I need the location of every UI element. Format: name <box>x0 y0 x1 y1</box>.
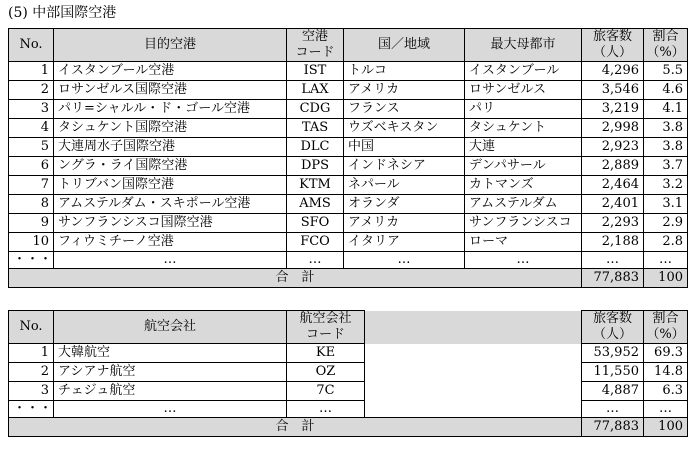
header-pax-line2: （人） <box>592 327 632 342</box>
airline-ellipsis-row <box>9 401 688 418</box>
row-country: アメリカ <box>344 81 465 100</box>
row-city: ローマ <box>465 233 582 252</box>
ellipsis-pax: … <box>582 252 644 269</box>
ellipsis-no: ・・・ <box>9 401 54 418</box>
table-row <box>9 157 688 176</box>
row-airport: ングラ・ライ国際空港 <box>54 157 287 176</box>
table-row <box>9 344 688 363</box>
row-no: 4 <box>9 119 54 138</box>
row-city: デンパサール <box>465 157 582 176</box>
header-gap <box>365 311 582 344</box>
table-row <box>9 81 688 100</box>
row-airport-code: IST <box>287 62 344 81</box>
row-airport: タシュケント国際空港 <box>54 119 287 138</box>
row-share: 3.2 <box>644 176 688 195</box>
row-share: 3.1 <box>644 195 688 214</box>
gap-cell <box>365 382 582 401</box>
row-share: 6.3 <box>644 382 688 401</box>
total-label: 合 計 <box>9 269 582 288</box>
row-share: 2.9 <box>644 214 688 233</box>
table-row <box>9 138 688 157</box>
gap-cell <box>365 401 582 418</box>
header-share-line1: 割合 <box>652 29 679 44</box>
row-no: 3 <box>9 100 54 119</box>
row-no: 2 <box>9 363 54 382</box>
row-country: トルコ <box>344 62 465 81</box>
header-code-line2: コード <box>305 327 345 342</box>
row-airport: アムステルダム・スキポール空港 <box>54 195 287 214</box>
table-row <box>9 382 688 401</box>
header-code-line1: 航空会社 <box>299 311 352 326</box>
header-passengers <box>582 311 644 344</box>
airline-header-row <box>9 311 688 344</box>
row-airport: トリブバン国際空港 <box>54 176 287 195</box>
ellipsis-share: … <box>644 401 688 418</box>
header-airport: 目的空港 <box>54 29 287 62</box>
destination-table <box>8 28 688 288</box>
row-airport-code: TAS <box>287 119 344 138</box>
header-share <box>644 311 688 344</box>
row-passengers: 2,293 <box>582 214 644 233</box>
row-city: イスタンブール <box>465 62 582 81</box>
row-passengers: 2,188 <box>582 233 644 252</box>
total-share: 100 <box>644 269 688 288</box>
gap-cell <box>365 363 582 382</box>
row-share: 4.6 <box>644 81 688 100</box>
table-row <box>9 176 688 195</box>
row-share: 3.8 <box>644 138 688 157</box>
row-share: 3.7 <box>644 157 688 176</box>
row-airport-code: DLC <box>287 138 344 157</box>
row-airport: ロサンゼルス国際空港 <box>54 81 287 100</box>
row-no: 7 <box>9 176 54 195</box>
row-airline-code: 7C <box>287 382 365 401</box>
ellipsis-pax: … <box>582 401 644 418</box>
header-share <box>644 29 688 62</box>
destination-total-row <box>9 269 688 288</box>
row-city: サンフランシスコ <box>465 214 582 233</box>
row-airport: 大連周水子国際空港 <box>54 138 287 157</box>
row-airline: 大韓航空 <box>54 344 287 363</box>
row-airport-code: FCO <box>287 233 344 252</box>
header-airport-code <box>287 29 344 62</box>
row-no: 5 <box>9 138 54 157</box>
total-label: 合 計 <box>9 418 582 437</box>
ellipsis-code: … <box>287 252 344 269</box>
total-passengers: 77,883 <box>582 269 644 288</box>
row-city: ロサンゼルス <box>465 81 582 100</box>
airline-total-row <box>9 418 688 437</box>
table-row <box>9 119 688 138</box>
airline-table <box>8 310 688 437</box>
row-airline: アシアナ航空 <box>54 363 287 382</box>
header-passengers <box>582 29 644 62</box>
row-passengers: 2,998 <box>582 119 644 138</box>
header-code-line2: コード <box>295 45 335 60</box>
row-country: アメリカ <box>344 214 465 233</box>
row-passengers: 4,887 <box>582 382 644 401</box>
ellipsis-city: … <box>465 252 582 269</box>
row-passengers: 4,296 <box>582 62 644 81</box>
row-airline-code: OZ <box>287 363 365 382</box>
row-airport-code: AMS <box>287 195 344 214</box>
row-city: パリ <box>465 100 582 119</box>
ellipsis-code: … <box>287 401 365 418</box>
row-airport-code: LAX <box>287 81 344 100</box>
row-share: 69.3 <box>644 344 688 363</box>
row-airline-code: KE <box>287 344 365 363</box>
row-no: 1 <box>9 344 54 363</box>
row-passengers: 2,401 <box>582 195 644 214</box>
row-no: 2 <box>9 81 54 100</box>
row-country: ウズベキスタン <box>344 119 465 138</box>
row-no: 1 <box>9 62 54 81</box>
row-airport: パリ=シャルル・ド・ゴール空港 <box>54 100 287 119</box>
row-share: 2.8 <box>644 233 688 252</box>
header-share-line2: （%） <box>646 45 685 60</box>
row-share: 4.1 <box>644 100 688 119</box>
row-no: 9 <box>9 214 54 233</box>
table-row <box>9 214 688 233</box>
row-airport: フィウミチーノ空港 <box>54 233 287 252</box>
row-airport: イスタンブール空港 <box>54 62 287 81</box>
row-airport-code: DPS <box>287 157 344 176</box>
row-city: 大連 <box>465 138 582 157</box>
row-city: カトマンズ <box>465 176 582 195</box>
ellipsis-airport: … <box>54 252 287 269</box>
row-city: タシュケント <box>465 119 582 138</box>
row-city: アムステルダム <box>465 195 582 214</box>
row-passengers: 3,219 <box>582 100 644 119</box>
table-row <box>9 363 688 382</box>
total-share: 100 <box>644 418 688 437</box>
row-no: 6 <box>9 157 54 176</box>
ellipsis-airline: … <box>54 401 287 418</box>
header-pax-line1: 旅客数 <box>592 29 632 44</box>
row-passengers: 53,952 <box>582 344 644 363</box>
header-airline: 航空会社 <box>54 311 287 344</box>
row-country: インドネシア <box>344 157 465 176</box>
header-no: No. <box>9 311 54 344</box>
row-passengers: 11,550 <box>582 363 644 382</box>
row-airport-code: CDG <box>287 100 344 119</box>
header-pax-line1: 旅客数 <box>592 311 632 326</box>
ellipsis-country: … <box>344 252 465 269</box>
page-title: (5) 中部国際空港 <box>8 5 117 21</box>
row-country: ネパール <box>344 176 465 195</box>
header-share-line1: 割合 <box>652 311 679 326</box>
ellipsis-no: ・・・ <box>9 252 54 269</box>
header-country: 国／地域 <box>344 29 465 62</box>
row-airport: サンフランシスコ国際空港 <box>54 214 287 233</box>
header-share-line2: （%） <box>646 327 685 342</box>
ellipsis-share: … <box>644 252 688 269</box>
row-passengers: 2,923 <box>582 138 644 157</box>
row-share: 5.5 <box>644 62 688 81</box>
total-passengers: 77,883 <box>582 418 644 437</box>
row-airport-code: KTM <box>287 176 344 195</box>
row-no: 8 <box>9 195 54 214</box>
row-country: フランス <box>344 100 465 119</box>
row-share: 3.8 <box>644 119 688 138</box>
row-country: オランダ <box>344 195 465 214</box>
header-code-line1: 空港 <box>301 29 328 44</box>
row-no: 10 <box>9 233 54 252</box>
row-airline: チェジュ航空 <box>54 382 287 401</box>
airline-rows <box>9 344 688 401</box>
row-passengers: 2,889 <box>582 157 644 176</box>
header-city: 最大母都市 <box>465 29 582 62</box>
gap-cell <box>365 344 582 363</box>
row-share: 14.8 <box>644 363 688 382</box>
header-no: No. <box>9 29 54 62</box>
destination-header-row <box>9 29 688 62</box>
row-airport-code: SFO <box>287 214 344 233</box>
table-row <box>9 62 688 81</box>
row-passengers: 3,546 <box>582 81 644 100</box>
row-no: 3 <box>9 382 54 401</box>
row-country: 中国 <box>344 138 465 157</box>
header-pax-line2: （人） <box>592 45 632 60</box>
row-passengers: 2,464 <box>582 176 644 195</box>
header-airline-code <box>287 311 365 344</box>
row-country: イタリア <box>344 233 465 252</box>
table-row <box>9 233 688 252</box>
table-row <box>9 195 688 214</box>
table-row <box>9 100 688 119</box>
destination-ellipsis-row <box>9 252 688 269</box>
destination-rows <box>9 62 688 252</box>
